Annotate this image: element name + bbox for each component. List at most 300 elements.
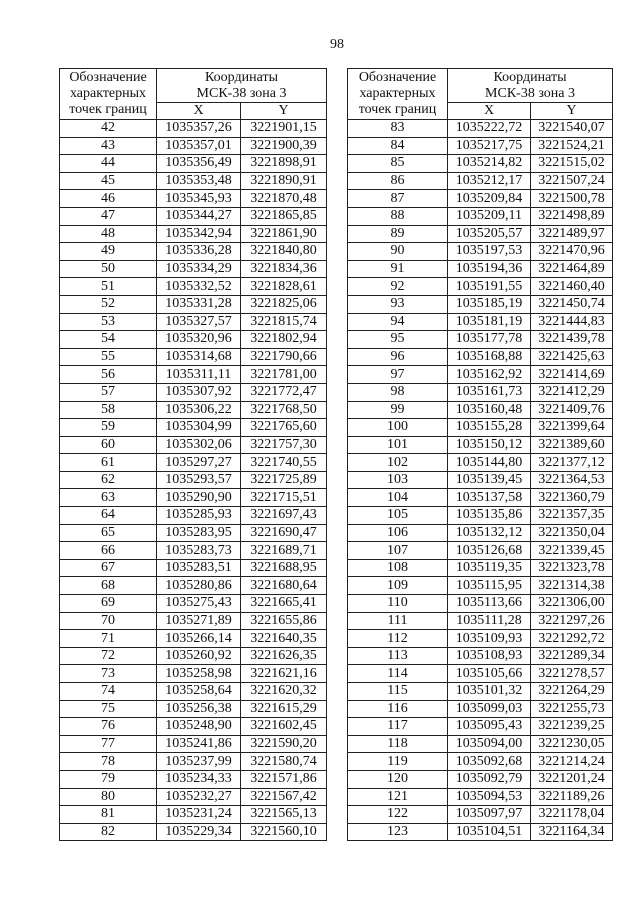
cell-point-number: 102 [348,454,448,472]
cell-x: 1035155,28 [448,419,531,437]
cell-x: 1035357,26 [157,120,241,138]
table-row [348,313,613,331]
table-body [348,120,613,841]
cell-point-number: 50 [60,260,157,278]
cell-point-number: 100 [348,419,448,437]
cell-point-number: 43 [60,137,157,155]
table-row [60,630,327,648]
cell-x: 1035285,93 [157,507,241,525]
cell-point-number: 81 [60,806,157,824]
cell-point-number: 110 [348,595,448,613]
cell-x: 1035357,01 [157,137,241,155]
cell-point-number: 107 [348,542,448,560]
cell-point-number: 94 [348,313,448,331]
table-row [348,278,613,296]
table-row [60,401,327,419]
cell-y: 3221815,74 [241,313,327,331]
cell-point-number: 89 [348,225,448,243]
cell-point-number: 76 [60,718,157,736]
table-row [348,524,613,542]
table-row [348,436,613,454]
table-row [348,559,613,577]
cell-y: 3221828,61 [241,278,327,296]
cell-x: 1035108,93 [448,647,531,665]
cell-x: 1035191,55 [448,278,531,296]
cell-x: 1035092,68 [448,753,531,771]
cell-x: 1035297,27 [157,454,241,472]
cell-y: 3221350,04 [531,524,613,542]
cell-point-number: 79 [60,770,157,788]
cell-y: 3221524,21 [531,137,613,155]
cell-point-number: 114 [348,665,448,683]
cell-point-number: 104 [348,489,448,507]
cell-y: 3221357,35 [531,507,613,525]
cell-y: 3221834,36 [241,260,327,278]
cell-x: 1035168,88 [448,348,531,366]
cell-y: 3221861,90 [241,225,327,243]
cell-y: 3221680,64 [241,577,327,595]
cell-y: 3221715,51 [241,489,327,507]
point-header-line: Обозначение [69,70,147,85]
point-header-line: характерных [359,86,436,101]
cell-point-number: 59 [60,419,157,437]
cell-y: 3221640,35 [241,630,327,648]
table-row [60,190,327,208]
cell-y: 3221560,10 [241,823,327,841]
point-header-line: точек границ [69,102,147,117]
table-row [60,823,327,841]
cell-y: 3221389,60 [531,436,613,454]
cell-y: 3221377,12 [531,454,613,472]
cell-x: 1035266,14 [157,630,241,648]
cell-x: 1035283,95 [157,524,241,542]
table-row [60,718,327,736]
coords-header-line: Координаты [493,69,567,85]
cell-x: 1035095,43 [448,718,531,736]
cell-y: 3221621,16 [241,665,327,683]
table-row [348,595,613,613]
cell-x: 1035260,92 [157,647,241,665]
cell-y: 3221740,55 [241,454,327,472]
cell-x: 1035307,92 [157,383,241,401]
coordinates-table-right [347,68,613,841]
cell-y: 3221890,91 [241,172,327,190]
cell-point-number: 68 [60,577,157,595]
table-row [60,700,327,718]
cell-x: 1035345,93 [157,190,241,208]
cell-point-number: 84 [348,137,448,155]
point-designation-header [348,69,448,120]
cell-x: 1035150,12 [448,436,531,454]
cell-y: 3221865,85 [241,207,327,225]
cell-y: 3221297,26 [531,612,613,630]
cell-x: 1035283,51 [157,559,241,577]
table-row [348,665,613,683]
table-row [348,190,613,208]
cell-y: 3221626,35 [241,647,327,665]
cell-x: 1035194,36 [448,260,531,278]
table-row [60,313,327,331]
cell-point-number: 108 [348,559,448,577]
cell-y: 3221314,38 [531,577,613,595]
cell-x: 1035258,98 [157,665,241,683]
table-row [348,295,613,313]
cell-point-number: 49 [60,243,157,261]
cell-point-number: 106 [348,524,448,542]
table-row [60,207,327,225]
cell-x: 1035144,80 [448,454,531,472]
cell-point-number: 69 [60,595,157,613]
cell-point-number: 70 [60,612,157,630]
cell-point-number: 61 [60,454,157,472]
cell-point-number: 73 [60,665,157,683]
cell-y: 3221409,76 [531,401,613,419]
coordinates-header [157,69,327,103]
cell-y: 3221765,60 [241,419,327,437]
cell-x: 1035101,32 [448,683,531,701]
cell-point-number: 121 [348,788,448,806]
cell-x: 1035311,11 [157,366,241,384]
table-row [60,454,327,472]
cell-point-number: 47 [60,207,157,225]
cell-y: 3221214,24 [531,753,613,771]
cell-y: 3221306,00 [531,595,613,613]
table-row [348,489,613,507]
cell-y: 3221189,26 [531,788,613,806]
cell-x: 1035353,48 [157,172,241,190]
table-row [348,225,613,243]
cell-y: 3221901,15 [241,120,327,138]
cell-point-number: 71 [60,630,157,648]
cell-point-number: 65 [60,524,157,542]
cell-y: 3221515,02 [531,155,613,173]
cell-y: 3221164,34 [531,823,613,841]
cell-y: 3221292,72 [531,630,613,648]
cell-point-number: 96 [348,348,448,366]
table-row [348,155,613,173]
cell-y: 3221900,39 [241,137,327,155]
cell-y: 3221840,80 [241,243,327,261]
cell-x: 1035256,38 [157,700,241,718]
cell-x: 1035109,93 [448,630,531,648]
cell-y: 3221278,57 [531,665,613,683]
cell-y: 3221540,07 [531,120,613,138]
table-row [348,366,613,384]
cell-y: 3221507,24 [531,172,613,190]
cell-point-number: 109 [348,577,448,595]
cell-x: 1035097,97 [448,806,531,824]
cell-x: 1035212,17 [448,172,531,190]
cell-y: 3221689,71 [241,542,327,560]
table-row [60,436,327,454]
cell-y: 3221571,86 [241,770,327,788]
table-row [60,331,327,349]
cell-x: 1035275,43 [157,595,241,613]
cell-x: 1035306,22 [157,401,241,419]
cell-x: 1035237,99 [157,753,241,771]
cell-y: 3221781,00 [241,366,327,384]
cell-point-number: 90 [348,243,448,261]
cell-y: 3221725,89 [241,471,327,489]
cell-point-number: 82 [60,823,157,841]
cell-point-number: 83 [348,120,448,138]
cell-x: 1035241,86 [157,735,241,753]
table-row [348,507,613,525]
cell-x: 1035113,66 [448,595,531,613]
cell-point-number: 63 [60,489,157,507]
y-column-header: Y [241,103,327,120]
cell-y: 3221239,25 [531,718,613,736]
point-header-line: характерных [69,86,147,101]
table-row [60,788,327,806]
cell-x: 1035293,57 [157,471,241,489]
cell-y: 3221790,66 [241,348,327,366]
table-row [60,647,327,665]
table-row [348,120,613,138]
cell-y: 3221450,74 [531,295,613,313]
coords-header-line: Координаты [205,69,278,85]
table-row [348,348,613,366]
table-row [60,753,327,771]
cell-point-number: 103 [348,471,448,489]
cell-x: 1035290,90 [157,489,241,507]
cell-x: 1035334,29 [157,260,241,278]
cell-y: 3221567,42 [241,788,327,806]
table-row [348,137,613,155]
table-row [60,542,327,560]
table-row [348,172,613,190]
table-row [60,471,327,489]
table-row [60,383,327,401]
cell-point-number: 92 [348,278,448,296]
table-row [348,683,613,701]
cell-point-number: 87 [348,190,448,208]
page-number: 98 [330,37,344,52]
cell-x: 1035104,51 [448,823,531,841]
cell-x: 1035205,57 [448,225,531,243]
table-row [60,419,327,437]
cell-point-number: 117 [348,718,448,736]
table-body [60,120,327,841]
cell-point-number: 77 [60,735,157,753]
cell-x: 1035332,52 [157,278,241,296]
cell-y: 3221565,13 [241,806,327,824]
cell-point-number: 93 [348,295,448,313]
cell-point-number: 85 [348,155,448,173]
point-designation-header [60,69,157,120]
cell-point-number: 88 [348,207,448,225]
cell-y: 3221464,89 [531,260,613,278]
cell-x: 1035099,03 [448,700,531,718]
cell-point-number: 91 [348,260,448,278]
cell-y: 3221230,05 [531,735,613,753]
table-row [60,260,327,278]
cell-x: 1035280,86 [157,577,241,595]
table-row [60,278,327,296]
cell-y: 3221201,24 [531,770,613,788]
table-row [60,595,327,613]
cell-y: 3221264,29 [531,683,613,701]
cell-y: 3221339,45 [531,542,613,560]
cell-x: 1035342,94 [157,225,241,243]
cell-point-number: 64 [60,507,157,525]
cell-point-number: 55 [60,348,157,366]
cell-x: 1035231,24 [157,806,241,824]
table-row [348,331,613,349]
table-row [60,243,327,261]
cell-y: 3221323,78 [531,559,613,577]
cell-point-number: 98 [348,383,448,401]
cell-y: 3221772,47 [241,383,327,401]
cell-x: 1035094,00 [448,735,531,753]
cell-y: 3221364,53 [531,471,613,489]
table-row [348,788,613,806]
cell-y: 3221690,47 [241,524,327,542]
cell-point-number: 66 [60,542,157,560]
cell-y: 3221757,30 [241,436,327,454]
table-row [348,419,613,437]
cell-y: 3221825,06 [241,295,327,313]
cell-y: 3221802,94 [241,331,327,349]
table-row [348,542,613,560]
cell-y: 3221697,43 [241,507,327,525]
table-row [60,155,327,173]
cell-point-number: 113 [348,647,448,665]
table-row [348,700,613,718]
point-header-line: точек границ [358,102,437,117]
cell-point-number: 122 [348,806,448,824]
table-row [60,806,327,824]
cell-y: 3221590,20 [241,735,327,753]
cell-y: 3221665,41 [241,595,327,613]
cell-y: 3221898,91 [241,155,327,173]
cell-x: 1035314,68 [157,348,241,366]
coords-header-line: МСК-38 зона 3 [196,85,287,101]
cell-x: 1035271,89 [157,612,241,630]
cell-y: 3221439,78 [531,331,613,349]
table-row [348,735,613,753]
cell-point-number: 105 [348,507,448,525]
cell-point-number: 101 [348,436,448,454]
table-row [60,225,327,243]
cell-point-number: 99 [348,401,448,419]
cell-x: 1035356,49 [157,155,241,173]
cell-point-number: 44 [60,155,157,173]
table-row [60,612,327,630]
cell-point-number: 60 [60,436,157,454]
table-row [348,383,613,401]
cell-point-number: 120 [348,770,448,788]
cell-point-number: 123 [348,823,448,841]
cell-x: 1035248,90 [157,718,241,736]
cell-x: 1035160,48 [448,401,531,419]
table-row [348,753,613,771]
cell-y: 3221768,50 [241,401,327,419]
point-header-line: Обозначение [358,70,437,85]
cell-x: 1035209,11 [448,207,531,225]
cell-y: 3221444,83 [531,313,613,331]
cell-point-number: 75 [60,700,157,718]
table-row [348,454,613,472]
cell-y: 3221470,96 [531,243,613,261]
cell-x: 1035126,68 [448,542,531,560]
table-row [348,647,613,665]
table-row [60,507,327,525]
cell-x: 1035302,06 [157,436,241,454]
cell-x: 1035135,86 [448,507,531,525]
cell-point-number: 115 [348,683,448,701]
cell-x: 1035336,28 [157,243,241,261]
y-column-header: Y [531,103,613,120]
cell-point-number: 74 [60,683,157,701]
cell-y: 3221412,29 [531,383,613,401]
cell-point-number: 42 [60,120,157,138]
cell-x: 1035304,99 [157,419,241,437]
cell-x: 1035232,27 [157,788,241,806]
cell-x: 1035092,79 [448,770,531,788]
cell-x: 1035197,53 [448,243,531,261]
cell-y: 3221602,45 [241,718,327,736]
cell-x: 1035331,28 [157,295,241,313]
cell-y: 3221620,32 [241,683,327,701]
cell-x: 1035258,64 [157,683,241,701]
table-row [348,630,613,648]
cell-point-number: 46 [60,190,157,208]
cell-x: 1035320,96 [157,331,241,349]
cell-x: 1035222,72 [448,120,531,138]
table-row [348,806,613,824]
table-row [348,471,613,489]
cell-point-number: 67 [60,559,157,577]
cell-point-number: 111 [348,612,448,630]
cell-x: 1035344,27 [157,207,241,225]
cell-y: 3221178,04 [531,806,613,824]
table-row [60,172,327,190]
cell-y: 3221500,78 [531,190,613,208]
cell-point-number: 97 [348,366,448,384]
cell-point-number: 58 [60,401,157,419]
table-row [60,559,327,577]
table-row [348,770,613,788]
cell-point-number: 54 [60,331,157,349]
cell-x: 1035115,95 [448,577,531,595]
cell-point-number: 95 [348,331,448,349]
cell-x: 1035283,73 [157,542,241,560]
cell-point-number: 119 [348,753,448,771]
cell-point-number: 86 [348,172,448,190]
table-row [348,612,613,630]
cell-point-number: 48 [60,225,157,243]
cell-x: 1035111,28 [448,612,531,630]
cell-x: 1035327,57 [157,313,241,331]
cell-y: 3221688,95 [241,559,327,577]
cell-y: 3221425,63 [531,348,613,366]
cell-y: 3221489,97 [531,225,613,243]
table-row [348,260,613,278]
cell-point-number: 80 [60,788,157,806]
cell-point-number: 52 [60,295,157,313]
table-row [60,366,327,384]
cell-x: 1035119,35 [448,559,531,577]
table-row [348,718,613,736]
cell-point-number: 53 [60,313,157,331]
cell-point-number: 78 [60,753,157,771]
cell-point-number: 72 [60,647,157,665]
cell-y: 3221360,79 [531,489,613,507]
cell-x: 1035132,12 [448,524,531,542]
table-row [60,120,327,138]
cell-x: 1035177,78 [448,331,531,349]
